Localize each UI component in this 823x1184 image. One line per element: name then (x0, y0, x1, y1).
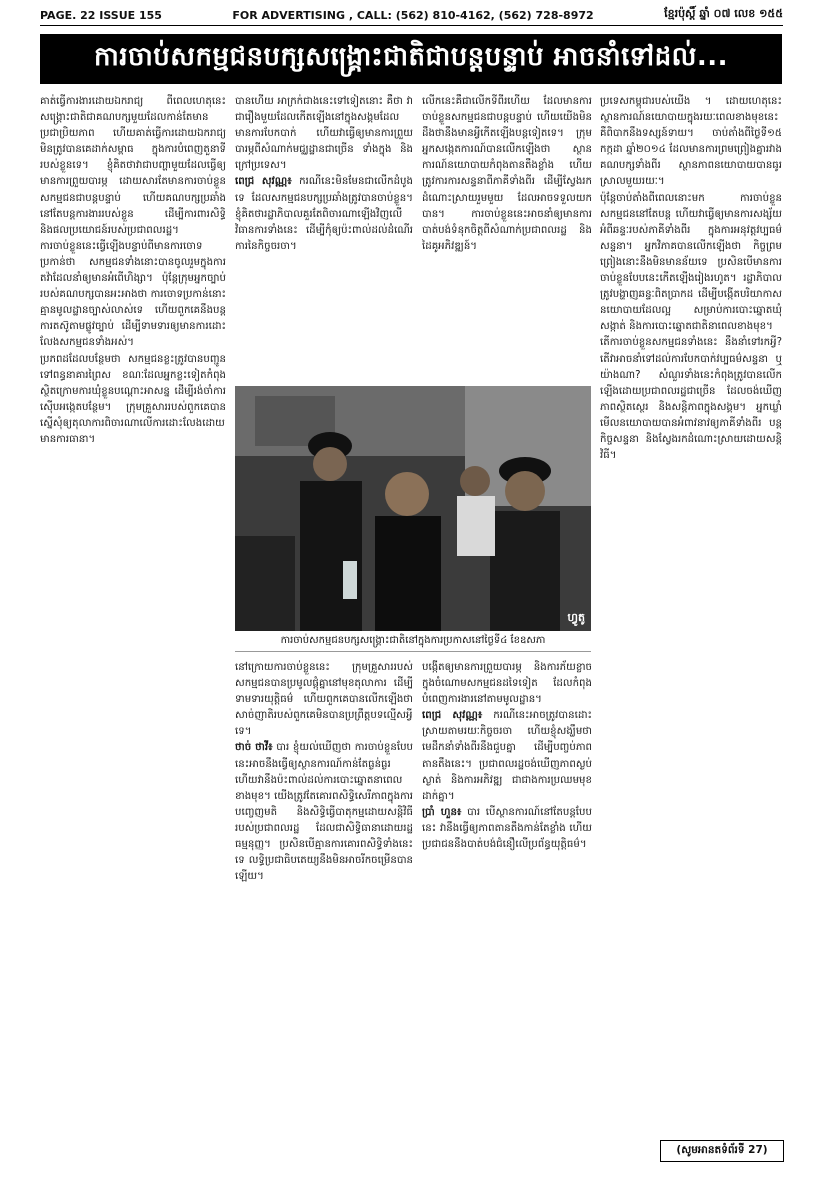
speaker-name: ពេជ្រ សុវណ្ណ៖ (235, 176, 292, 188)
paragraph: គាត់ធ្វើការងារដោយឯករាជ្យ ពីពេលហេតុនេះ សង្គ្រោះជាតិជាគណបក្សមួយដែលកាន់តែមានប្រជាប្រិយភាព ហើយគាត់ធ្វើការដោយឯករាជ្យ មិនត្រូវបានគេដាក់សម្ពាធ ក្នុងការបំពេញតួនាទីរបស់ខ្លួនទេ។ ខ្ញុំគិតថាវាជាបញ្ហាមួយដែលធ្វើឲ្យមានការព្រួយបារម្ភ ដោយសារតែមានការចាប់ខ្លួនសកម្មជនជាបន្តបន្ទាប់ ហើយគណបក្សប្រឆាំងនៅតែបន្តការងាររបស់ខ្លួន ដើម្បីការពារសិទ្ធិ និងផលប្រយោជន៍របស់ប្រជាពលរដ្ឋ។ (40, 96, 226, 236)
police-escort-illustration (235, 386, 591, 631)
continue-on-page-note (660, 1140, 784, 1162)
paragraph: ប៉ុន្តែចាប់តាំងពីពេលនោះមក ការចាប់ខ្លួនសកម្មជននៅតែបន្ត ហើយវាធ្វើឲ្យមានការសង្ស័យអំពីឆន្ទៈរបស់ភាគីទាំងពីរ ក្នុងការអនុវត្តវប្បធម៌សន្ទនា។ អ្នកវិភាគបានលើកឡើងថា កិច្ចព្រមព្រៀងនោះនឹងមិនមានន័យទេ ប្រសិនបើមានការចាប់ខ្លួនបែបនេះកើតឡើងរៀងរហូត។ រដ្ឋាភិបាលត្រូវបង្ហាញឆន្ទៈពិតប្រាកដ ដើម្បីបង្កើតបរិយាកាសនយោបាយដែលល្អ សម្រាប់ការបោះឆ្នោតឃុំសង្កាត់ និងការបោះឆ្នោតជាតិនាពេលខាងមុខ។ (600, 192, 782, 333)
article-column-2-bottom (235, 660, 413, 1154)
speaker-name: ថាច់ ថាវី៖ (235, 742, 273, 754)
speaker-text: ករណីនេះអាចត្រូវបានដោះស្រាយតាមរយៈកិច្ចចរចា ហើយខ្ញុំសង្ឃឹមថា មេដឹកនាំទាំងពីរនឹងជួបគ្នា ដើម្បីបញ្ចប់ភាពតានតឹងនេះ។ ប្រជាពលរដ្ឋចង់ឃើញភាពស្ងប់ស្ងាត់ និងការអភិវឌ្ឍ ជាជាងការប្រឈមមុខដាក់គ្នា។ (422, 710, 592, 802)
photo-credit: ហ្វូតូ (567, 611, 585, 624)
speaker-name: ពេជ្រ សុវណ្ណ៖ (422, 710, 483, 722)
paragraph: បង្កើតឲ្យមានការព្រួយបារម្ភ និងការភ័យខ្លាចក្នុងចំណោមសកម្មជនដទៃទៀត ដែលកំពុងបំពេញការងារនៅតាមមូលដ្ឋាន។ (422, 662, 592, 706)
article-column-3-top (422, 94, 592, 380)
article-column-2-top (235, 94, 413, 380)
header-rule (40, 25, 783, 26)
paper-date: ខ្មែរប៉ុស្តិ៍ ឆ្នាំ ០៧ លេខ ១៥៥ (664, 7, 783, 20)
advertising-contact: FOR ADVERTISING , CALL: (562) 810-4162, (562) 728-8972 (232, 8, 594, 22)
paragraph: ការចាប់ខ្លួននេះធ្វើឡើងបន្ទាប់ពីមានការចោទប្រកាន់ថា សកម្មជនទាំងនោះបានចូលរួមក្នុងការតវ៉ាដែលនាំឲ្យមានអំពើហិង្សា។ ប៉ុន្តែក្រុមអ្នកច្បាប់របស់គណបក្សបានអះអាងថា ការចោទប្រកាន់នោះគ្មានមូលដ្ឋានច្បាស់លាស់ទេ ហើយពួកគេនឹងបន្តការតស៊ូតាមផ្លូវច្បាប់ ដើម្បីទាមទារឲ្យមានការដោះលែងសកម្មជនទាំងអស់។ (40, 240, 226, 349)
paragraph: ប្រភពដដែលបន្ថែមថា សកម្មជនខ្លះត្រូវបានបញ្ជូនទៅពន្ធនាគារព្រៃស ខណៈដែលអ្នកខ្លះទៀតកំពុងស្ថិតក្រោមការឃុំខ្លួនបណ្តោះអាសន្ន ដើម្បីរង់ចាំការស៊ើបអង្កេតបន្ថែម។ ក្រុមគ្រួសាររបស់ពួកគេបានស្នើសុំឲ្យតុលាការពិចារណាលើការដោះលែងដោយមានការធានា។ (40, 353, 226, 445)
speaker-text: បារ បើស្ថានការណ៍នៅតែបន្តបែបនេះ វានឹងធ្វើឲ្យភាពតានតឹងកាន់តែខ្លាំង ហើយប្រជាជននឹងបាត់បង់ជំនឿលើប្រព័ន្ធយុត្តិធម៌។ (422, 806, 592, 851)
speaker-text: បារ ខ្ញុំយល់ឃើញថា ការចាប់ខ្លួនបែបនេះអាចនឹងធ្វើឲ្យស្ថានការណ៍កាន់តែធ្ងន់ធ្ងរ ហើយវានឹងប៉ះពាល់ដល់ការបោះឆ្នោតនាពេលខាងមុខ។ យើងត្រូវតែគោរពសិទ្ធិសេរីភាពក្នុងការបញ្ចេញមតិ និងសិទ្ធិធ្វើបាតុកម្មដោយសន្តិវិធីរបស់ប្រជាពលរដ្ឋ ដែលជាសិទ្ធិធានាដោយរដ្ឋធម្មនុញ្ញ។ ប្រសិនបើគ្មានការគោរពសិទ្ធិទាំងនេះទេ លទ្ធិប្រជាធិបតេយ្យនឹងមិនអាចរីកចម្រើនបានឡើយ។ (235, 742, 413, 883)
paragraph (422, 708, 592, 805)
paragraph: លើកនេះគឺជាលើកទីពីរហើយ ដែលមានការចាប់ខ្លួនសកម្មជនជាបន្តបន្ទាប់ ហើយយើងមិនដឹងថានឹងមានអ្វីកើតឡើងបន្តទៀតទេ។ ក្រុមអ្នកសង្កេតការណ៍បានលើកឡើងថា ស្ថានការណ៍នយោបាយកំពុងតានតឹងខ្លាំង ហើយត្រូវការការសន្ទនាពីភាគីទាំងពីរ ដើម្បីស្វែងរកដំណោះស្រាយរួមមួយ ដែលអាចទទួលយកបាន។ ការចាប់ខ្លួននេះអាចនាំឲ្យមានការបាត់បង់ទំនុកចិត្តពីសំណាក់ប្រជាពលរដ្ឋ និងដៃគូអភិវឌ្ឍន៍។ (422, 96, 592, 252)
page-header (40, 4, 783, 26)
paragraph: ប្រទេសកម្ពុជារបស់យើង ។ ដោយហេតុនេះ ស្ថានការណ៍នយោបាយក្នុងរយៈពេលខាងមុខនេះ គឺពិបាកនឹងទស្សន៍ទាយ។ ចាប់តាំងពីថ្ងៃទី១៥ កក្កដា ឆ្នាំ២០១៤ ដែលមានការព្រមព្រៀងគ្នារវាងគណបក្សទាំងពីរ ស្ថានភាពនយោបាយបានធូរស្រាលមួយរយៈ។ (600, 96, 782, 188)
paragraph (235, 740, 413, 885)
paragraph (422, 805, 592, 853)
article-column-4 (600, 94, 782, 1134)
paragraph: បានហើយ អាក្រក់ជាងនេះទៅទៀតនោះ គឺថា វាជារឿងមួយដែលកើតឡើងនៅក្នុងសង្គមដែលមានការបែកបាក់ ហើយវាធ្វើឲ្យមានការព្រួយបារម្ភពីសំណាក់មជ្ឈដ្ឋានជាច្រើន ទាំងក្នុង និងក្រៅប្រទេស។ (235, 96, 413, 172)
paragraph: តើការចាប់ខ្លួនសកម្មជនទាំងនេះ នឹងនាំទៅរកអ្វី? តើវាអាចនាំទៅដល់ការបែកបាក់វប្បធម៌សន្ទនា ឬយ៉ាងណា? សំណួរទាំងនេះកំពុងត្រូវបានលើកឡើងដោយប្រជាពលរដ្ឋជាច្រើន ដែលចង់ឃើញភាពស្ថិតស្ថេរ និងសន្តិភាពក្នុងសង្គម។ អ្នកឃ្លាំមើលនយោបាយបានអំពាវនាវឲ្យភាគីទាំងពីរ បន្តកិច្ចសន្ទនា និងស្វែងរកដំណោះស្រាយដោយសន្តិវិធី។ (600, 337, 782, 462)
continue-label: (សូមអានតទំព័រទី 27) (676, 1143, 768, 1156)
article-column-3-bottom (422, 660, 592, 1154)
page-issue: PAGE. 22 ISSUE 155 (40, 8, 162, 22)
headline-banner (40, 34, 782, 84)
headline: ការចាប់សកម្មជនបក្សសង្គ្រោះជាតិជាបន្តបន្ទាប់ អាចនាំទៅដល់... (94, 42, 728, 72)
speaker-text: ករណីនេះមិនមែនជាលើកដំបូងទេ ដែលសកម្មជនបក្សប្រឆាំងត្រូវបានចាប់ខ្លួន។ ខ្ញុំគិតថារដ្ឋាភិបាលគួរតែពិចារណាឡើងវិញលើវិធានការទាំងនេះ ដើម្បីកុំឲ្យប៉ះពាល់ដល់ដំណើរការនៃកិច្ចចរចា។ (235, 176, 413, 252)
paragraph (235, 174, 413, 254)
article-column-1 (40, 94, 226, 1154)
speaker-name: ប្រាំ ហួន៖ (422, 806, 462, 818)
photo-caption: ការចាប់សកម្មជនបក្សសង្គ្រោះជាតិនៅក្នុងការប្រកាសនៅថ្ងៃទី៤ ខែឧសភា (235, 633, 591, 652)
paragraph: នៅក្រោយការចាប់ខ្លួននេះ ក្រុមគ្រួសាររបស់សកម្មជនបានប្រមូលផ្តុំគ្នានៅមុខតុលាការ ដើម្បីទាមទារយុត្តិធម៌ ហើយពួកគេបានលើកឡើងថា សាច់ញាតិរបស់ពួកគេមិនបានប្រព្រឹត្តបទល្មើសអ្វីទេ។ (235, 662, 413, 738)
news-photo (235, 386, 591, 631)
